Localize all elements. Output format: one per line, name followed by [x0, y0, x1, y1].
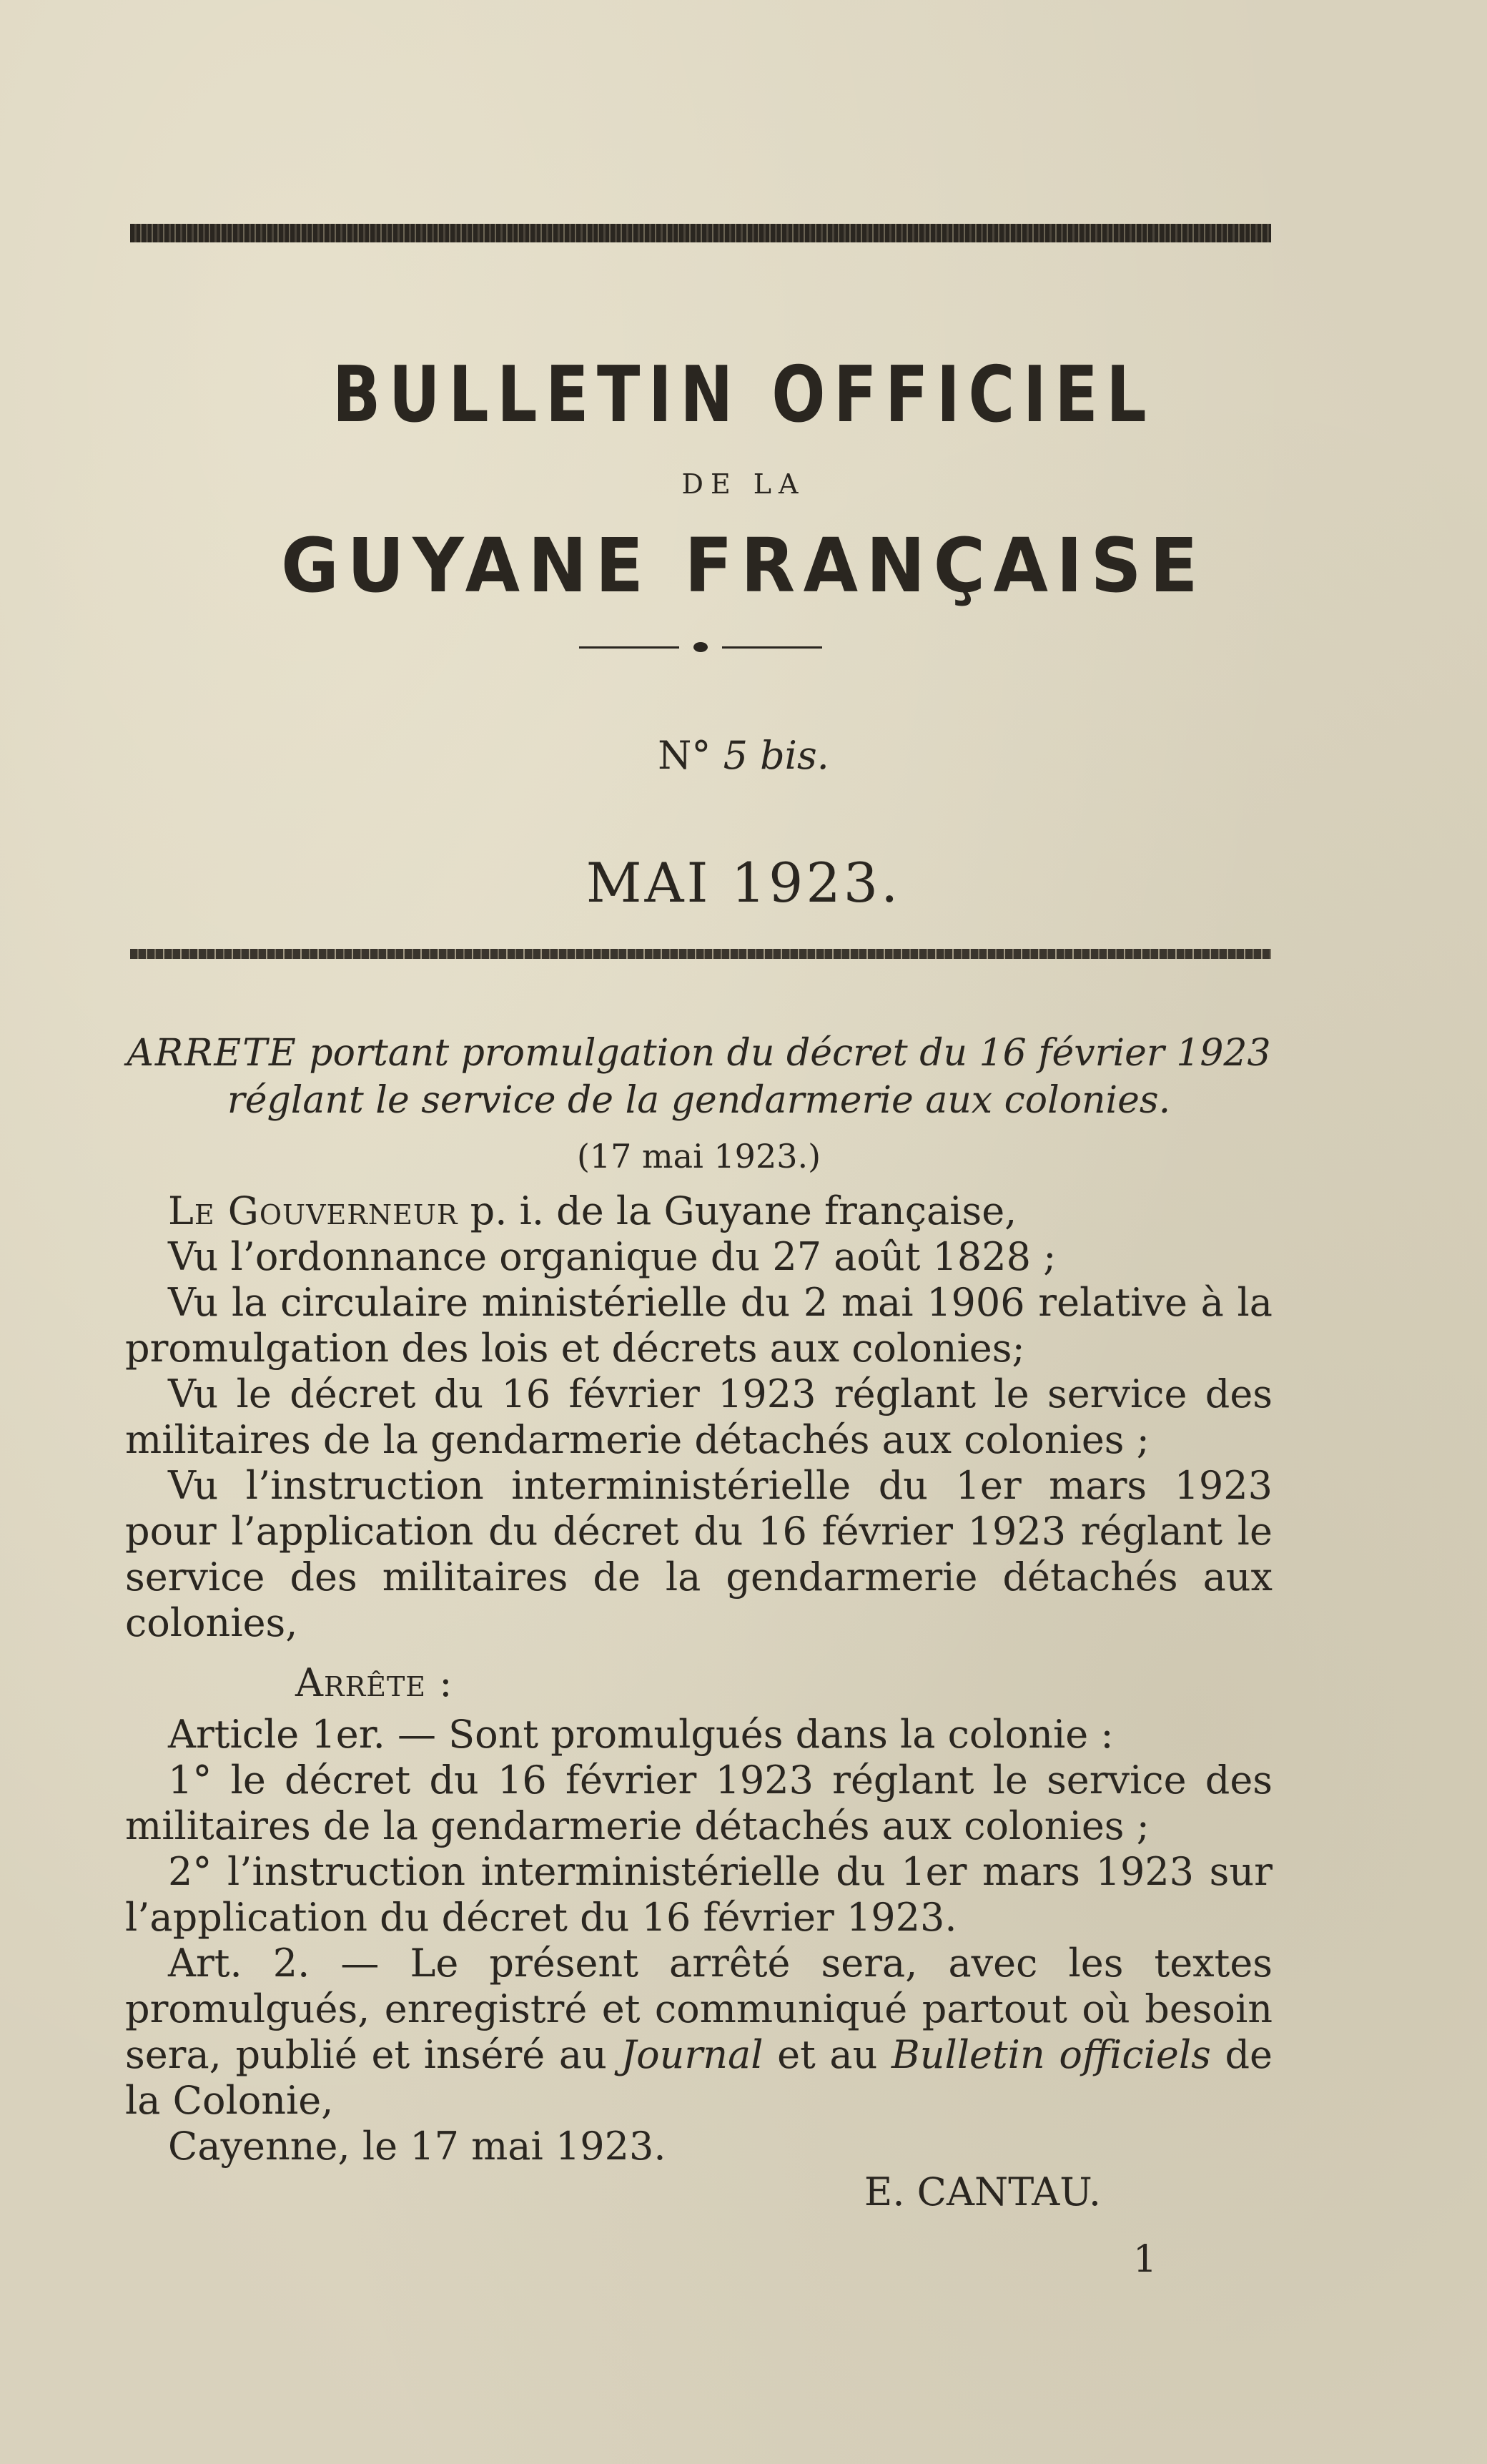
article-1: Article 1er. — Sont promulgués dans la colonie :: [168, 1712, 1114, 1757]
article-1-item-1: 1° le décret du 16 février 1923 réglant le service des militaires de la gendarmerie détachés aux colonies ;: [125, 1758, 1273, 1848]
issue-number-value: 5 bis.: [723, 733, 829, 778]
issue-date: MAI 1923.: [586, 851, 901, 915]
masthead-region: GUYANE FRANÇAISE: [281, 522, 1206, 609]
vu-decret: Vu le décret du 16 février 1923 réglant le service des militaires de la gendarmerie détachés aux colonies ;: [125, 1371, 1273, 1462]
decree-heading-lead: ARRETE: [127, 1032, 297, 1075]
ornament-divider: [579, 642, 822, 652]
bottom-rule: [130, 949, 1271, 959]
vu-circulaire: Vu la circulaire ministérielle du 2 mai 1906 relative à la promulgation des lois et décrets aux colonies;: [125, 1280, 1273, 1371]
vu-ordonnance: Vu l’ordonnance organique du 27 août 1828 ;: [168, 1234, 1057, 1279]
article-2-bulletin: Bulletin officiels: [891, 2032, 1211, 2077]
decree-heading: [125, 1030, 1273, 1124]
place-date: Cayenne, le 17 mai 1923.: [168, 2124, 666, 2169]
page-number: 1: [1133, 2238, 1157, 2281]
masthead-title: BULLETIN OFFICIEL: [332, 350, 1155, 440]
signature: E. CANTAU.: [864, 2169, 1101, 2214]
masthead-connector: DE LA: [681, 468, 806, 500]
article-2: [125, 1941, 1273, 2124]
article-2-b: et au: [777, 2032, 878, 2077]
article-2-a: Art. 2. — Le présent arrêté sera, avec les textes promulgués, enregistré et communiqué partout où besoin sera, publié et inséré au: [125, 1941, 1273, 2077]
arrete-label: Arrête :: [295, 1660, 453, 1705]
article-2-journal: Journal: [621, 2032, 764, 2077]
issue-number-prefix: N°: [658, 733, 711, 778]
top-rule: [130, 224, 1271, 242]
gouverneur-rest: p. i. de la Guyane française,: [470, 1188, 1017, 1233]
vu-instruction: Vu l’instruction interministérielle du 1er mars 1923 pour l’application du décret du 16 février 1923 réglant le service des militaires de la gendarmerie détachés aux colonies,: [125, 1463, 1273, 1645]
article-1-item-2: 2° l’instruction interministérielle du 1er mars 1923 sur l’application du décret du 16 février 1923.: [125, 1849, 1273, 1940]
article-2-c: de la Colonie,: [125, 2032, 1273, 2123]
issue-number: [0, 733, 1487, 778]
decree-heading-rest: portant promulgation du décret du 16 février 1923 réglant le service de la gendarmerie aux colonies.: [227, 1032, 1271, 1122]
gouverneur-line: [125, 1188, 1273, 1234]
decree-date: (17 mai 1923.): [576, 1137, 821, 1176]
decree-body: [125, 1030, 1273, 2215]
gouverneur-caps: Le Gouverneur: [168, 1188, 458, 1233]
